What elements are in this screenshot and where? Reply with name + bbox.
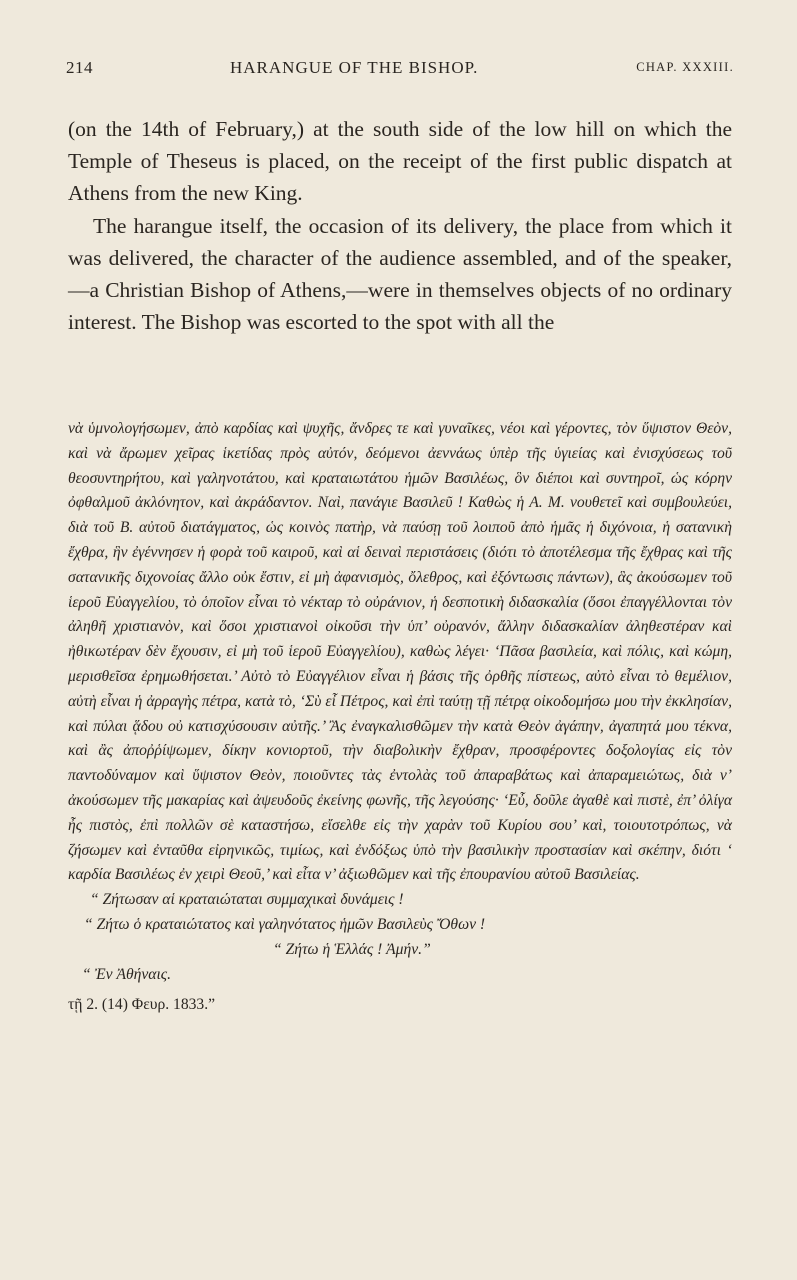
acclamation-3: “ Ζήτω ἡ Ἑλλάς ! Ἀμήν.” [273,940,431,958]
greek-quotation [68,417,732,1018]
acclamation-2: “ Ζήτω ὁ κραταιώτατος καὶ γαληνότατος ἡμῶν Βασιλεὺς Ὄθων ! [84,915,486,933]
place-line: “ Ἐν Ἀθήναις. [82,965,172,983]
greek-main-text: νὰ ὑμνολογήσωμεν, ἀπὸ καρδίας καὶ ψυχῆς, ἄνδρες τε καὶ γυναῖκες, νέοι καὶ γέροντες, τὸν ὕψιστον Θεὸν, καὶ νὰ ἄρωμεν χεῖρας ἱκετίδας πρὸς αὐτόν, δεόμενοι ἀεννάως ὑπὲρ τῆς ὑγιείας καὶ ἐνισχύσεως τοῦ θεοσυντηρήτου, καὶ γαληνοτάτου, καὶ κραταιωτάτου ἡμῶν Βασιλέως, ὃν διέποι καὶ συντηροῖ, ὡς κόρην ὀφθαλμοῦ ἀκλόνητον, καὶ ἀκράδαντον. Ναὶ, πανάγιε Βασιλεῦ ! Καθὼς ἡ Α. Μ. νουθετεῖ καὶ συμβουλεύει, διὰ τοῦ Β. αὐτοῦ διατάγματος, ὡς κοινὸς πατὴρ, νὰ παύσῃ τοῦ λοιποῦ ἀπὸ ἡμᾶς ἡ διχόνοια, ἡ σατανικὴ ἔχθρα, ἣν ἐγέννησεν ἡ φορὰ τοῦ καιροῦ, καὶ αἱ δειναὶ περιστάσεις (διότι τὸ ἀποτέλεσμα τῆς ἔχθρας καὶ τῆς σατανικῆς διχονοίας ἄλλο οὐκ ἔστιν, εἰ μὴ ἀφανισμὸς, ὄλεθρος, καὶ ἐξόντωσις πάντων), ἃς ἀκούσωμεν τοῦ ἱεροῦ Εὐαγγελίου, τὸ ὁποῖον εἶναι τὸ νέκταρ τὸ οὐράνιον, ἡ δεσποτικὴ διδασκαλία (ὅσοι ἐπαγγέλλονται τὸν ἀληθῆ χριστιανὸν, καὶ ὅσοι χριστιανοὶ οἰκοῦσι τὴν ὑπ’ οὐρανόν, ἄλλην διδασκαλίαν ἀληθεστέραν καὶ ἠθικωτέραν δὲν ἔχουσιν, εἰ μὴ τοῦ ἱεροῦ Εὐαγγελίου), καθὼς λέγει· ‘Πᾶσα βασιλεία, καὶ πόλις, καὶ κώμη, μερισθεῖσα ἐρημωθήσεται.’ Αὐτὸ τὸ Εὐαγγέλιον εἶναι ἡ βάσις τῆς ὀρθῆς πίστεως, αὐτὸ εἶναι τὸ θεμέλιον, αὐτὴ εἶναι ἡ ἀρραγὴς πέτρα, κατὰ τὸ, ‘Σὺ εἶ Πέτρος, καὶ ἐπὶ ταύτῃ τῇ πέτρᾳ οἰκοδομήσω μου τὴν ἐκκλησίαν, καὶ πύλαι ᾅδου οὐ κατισχύσουσιν αὐτῆς.’ Ἂς ἐναγκαλισθῶμεν τὴν κατὰ Θεὸν ἀγάπην, ἀγαπητά μου τέκνα, καὶ ἂς ἀποῤῥίψωμεν, δίκην κονιορτοῦ, τὴν διαβολικὴν ἔχθραν, προσφέροντες δοξολογίας εἰς τὸν παντοδύναμον καὶ ὕψιστον Θεὸν, ποιοῦντες τὰς ἐντολὰς τοῦ ἀπαραβάτως καὶ ἀπαραμειώτως, διὰ ν’ ἀκούσωμεν τῆς μακαρίας καὶ ἀψευδοῦς ἐκείνης φωνῆς, τῆς λεγούσης· ‘Εὖ, δοῦλε ἀγαθὲ καὶ πιστὲ, ἐπ’ ὀλίγα ἦς πιστὸς, ἐπὶ πολλῶν σὲ καταστήσω, εἴσελθε εἰς τὴν χαρὰν τοῦ Κυρίου σου’ καὶ, τοιουτοτρόπως, νὰ ζήσωμεν καὶ ἐνταῦθα εἰρηνικῶς, τιμίως, καὶ ἐνδόξως ὑπὸ τὴν βασιλικὴν προστασίαν καὶ σκέπην, διότι ‘ καρδία Βασιλέως ἐν χειρὶ Θεοῦ,’ καὶ εἶτα ν’ ἀξιωθῶμεν καὶ τῆς ἐπουρανίου αὐτοῦ Βασιλείας. [68,420,732,884]
paragraph-1: (on the 14th of February,) at the south side of the low hill on which the Temple of Theseus is placed, on the receipt of the first public dispatch at Athens from the new King. [68,117,732,206]
paragraph-2: The harangue itself, the occasion of its delivery, the place from which it was delivered, the character of the audience assembled, and of the speaker,—a Christian Bishop of Athens,—were in themselves objects of no ordinary interest. The Bishop was escorted to the spot with all the [68,213,732,335]
page-number: 214 [66,58,93,77]
main-text [68,113,732,338]
chapter-label: CHAP. XXXIII. [636,60,734,74]
running-title: HARANGUE OF THE BISHOP. [230,58,479,77]
running-header [66,58,734,84]
acclamation-1: “ Ζήτωσαν αἱ κραταιώταται συμμαχικαὶ δυνάμεις ! [90,891,404,909]
date-line: τῇ 2. (14) Φευρ. 1833.” [68,996,216,1014]
